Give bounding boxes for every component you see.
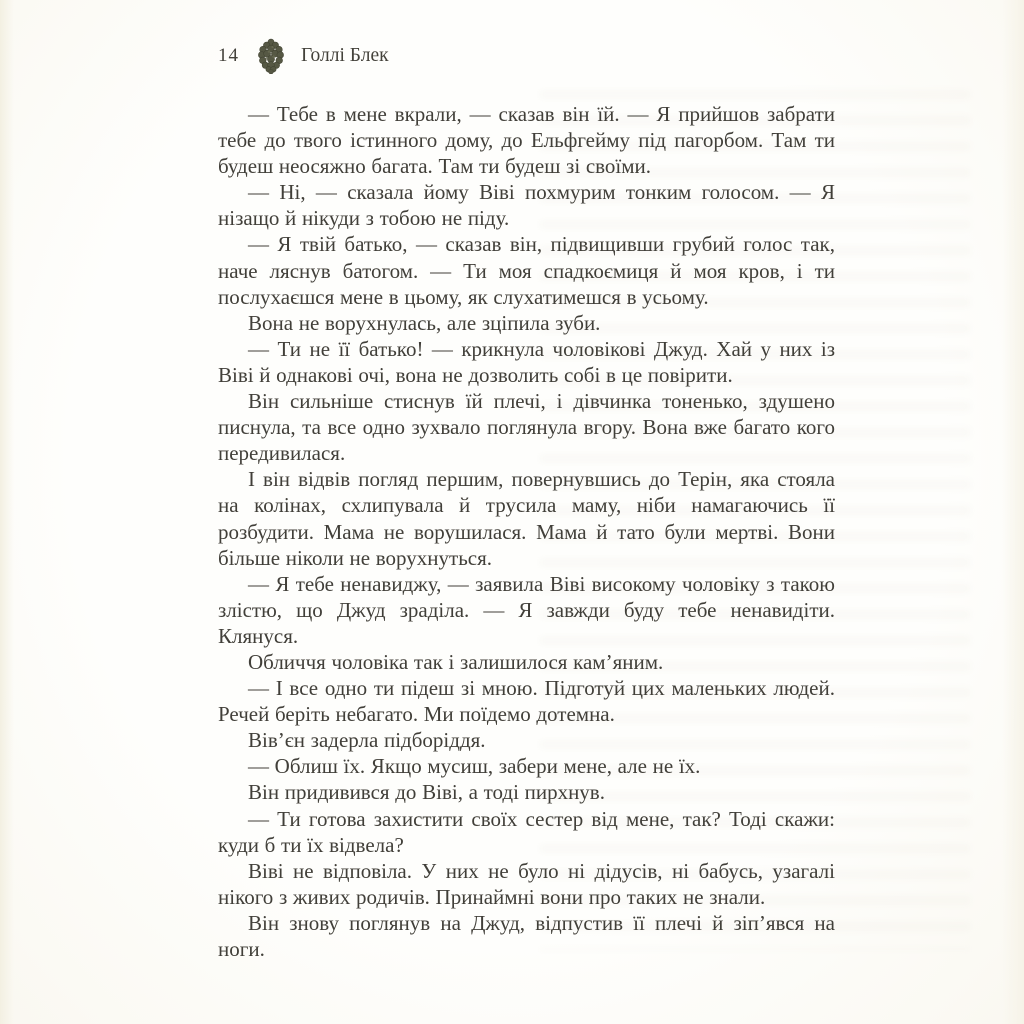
pinecone-icon bbox=[254, 38, 288, 74]
paragraph: — Я тебе ненавиджу, — заявила Віві високому чоловіку з такою злістю, що Джуд зраділа. — Я завжди буду тебе ненавидіти. Клянуся. bbox=[218, 571, 835, 648]
paragraph: Обличчя чоловіка так і залишилося кам’яним. bbox=[248, 649, 664, 674]
paragraph: Він придивився до Віві, а тоді пирхнув. bbox=[248, 780, 605, 805]
body-text bbox=[218, 101, 835, 962]
paragraph: — Ти не її батько! — крикнула чоловікові Джуд. Хай у них із Віві й однакові очі, вона не дозволить собі в це повірити. bbox=[218, 336, 835, 387]
paragraph: І він відвів погляд першим, повернувшись до Терін, яка стояла на колінах, схлипувала й трусила маму, ніби намагаючись її розбудити. Мама не ворушилася. Мама й тато були мертві. Вони більше ніколи не ворухнуться. bbox=[218, 467, 835, 570]
paragraph: — Облиш їх. Якщо мусиш, забери мене, але не їх. bbox=[248, 754, 701, 779]
paragraph: Вона не ворухнулась, але зціпила зуби. bbox=[248, 310, 601, 335]
paragraph: — Ні, — сказала йому Віві похмурим тонким голосом. — Я нізащо й нікуди з тобою не піду. bbox=[218, 180, 835, 231]
page-content bbox=[218, 38, 835, 962]
running-header-author: Голлі Блек bbox=[301, 45, 389, 66]
paragraph: Він знову поглянув на Джуд, відпустив її плечі й зіп’явся на ноги. bbox=[218, 910, 835, 961]
paragraph: — Тебе в мене вкрали, — сказав він їй. — Я прийшов забрати тебе до твого істинного дому, до Ельфгейму під пагорбом. Там ти будеш неосяжно багата. Там ти будеш зі своїми. bbox=[218, 102, 835, 179]
paragraph: — Я твій батько, — сказав він, підвищивши грубий голос так, наче ляснув батогом. — Ти моя спадкоємиця й моя кров, і ти послухаєшся мене в цьому, як слухатимешся в усьому. bbox=[218, 232, 835, 309]
paragraph: — І все одно ти підеш зі мною. Підготуй цих маленьких людей. Речей беріть небагато. Ми поїдемо дотемна. bbox=[218, 676, 835, 727]
running-header bbox=[218, 38, 835, 74]
paragraph: Вів’єн задерла підборіддя. bbox=[248, 728, 486, 753]
page-number: 14 bbox=[218, 45, 239, 66]
paragraph: Віві не відповіла. У них не було ні дідусів, ні бабусь, узагалі нікого з живих родичів. Принаймні вони про таких не знали. bbox=[218, 858, 835, 909]
paragraph: — Ти готова захистити своїх сестер від мене, так? Тоді скажи: куди б ти їх відвела? bbox=[218, 806, 835, 857]
paragraph: Він сильніше стиснув їй плечі, і дівчинка тоненько, здушено писнула, та все одно зухвало поглянула вгору. Вона вже багато кого передивилася. bbox=[218, 389, 835, 466]
